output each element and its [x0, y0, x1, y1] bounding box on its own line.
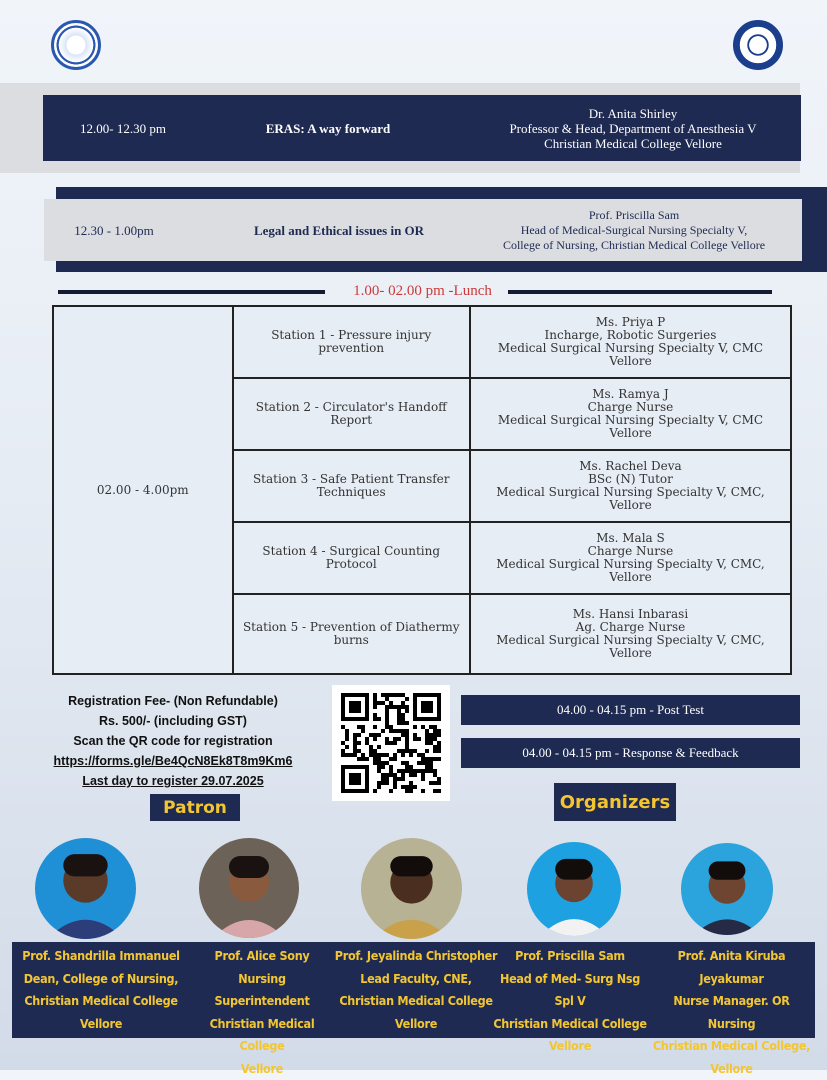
person-institution: Christian Medical College — [492, 1013, 648, 1036]
person-name: Prof. Jeyalinda Christopher — [334, 945, 498, 968]
person-name: Prof. Priscilla Sam — [492, 945, 648, 968]
speaker-name: Dr. Anita Shirley — [589, 106, 677, 121]
session-row-eras — [43, 95, 801, 161]
college-of-nursing-logo — [51, 20, 101, 70]
person-title: Nurse Manager. OR Nursing — [648, 990, 815, 1035]
person-name: Prof. Shandrilla Immanuel — [12, 945, 190, 968]
registration-amount: Rs. 500/- (including GST) — [25, 711, 321, 731]
station-facilitator — [470, 450, 791, 522]
session-time: 12.30 - 1.00pm — [44, 199, 184, 261]
person-institution: Christian Medical College — [334, 990, 498, 1013]
facilitator-dept: Medical Surgical Nursing Specialty V, CMC Vellore — [477, 414, 784, 440]
station-name: Station 5 - Prevention of Diathermy burns — [233, 594, 470, 674]
session-title: Legal and Ethical issues in OR — [214, 199, 464, 261]
person-title: Dean, College of Nursing, — [12, 968, 190, 991]
person-city: Vellore — [190, 1058, 334, 1080]
facilitator-dept: Medical Surgical Nursing Specialty V, CMC Vellore — [477, 342, 784, 368]
station-facilitator — [470, 594, 791, 674]
qr-code-icon — [341, 693, 441, 793]
facilitator-dept: Medical Surgical Nursing Specialty V, CMC, Vellore — [477, 486, 784, 512]
person-institution: Christian Medical College — [190, 1013, 334, 1058]
registration-info — [25, 691, 321, 791]
station-name: Station 3 - Safe Patient Transfer Techniques — [233, 450, 470, 522]
cmc-vellore-logo — [733, 20, 783, 70]
facilitator-dept: Medical Surgical Nursing Specialty V, CMC, Vellore — [477, 634, 784, 660]
person-institution: Christian Medical College, — [648, 1035, 815, 1058]
registration-qr-code[interactable] — [332, 685, 450, 801]
person-institution: Christian Medical College — [12, 990, 190, 1013]
station-name: Station 4 - Surgical Counting Protocol — [233, 522, 470, 594]
lunch-divider-left — [58, 290, 325, 294]
speaker-institution: Christian Medical College Vellore — [544, 136, 722, 151]
facilitator-role: Charge Nurse — [477, 545, 784, 558]
session-speaker — [484, 199, 784, 261]
facilitator-name: Ms. Rachel Deva — [477, 460, 784, 473]
person-city: Vellore — [334, 1013, 498, 1036]
registration-link[interactable]: https://forms.gle/Be4QcN8Ek8T8m9Km6 — [25, 751, 321, 771]
facilitator-name: Ms. Priya P — [477, 316, 784, 329]
station-facilitator — [470, 378, 791, 450]
station-facilitator — [470, 306, 791, 378]
speaker-institution: College of Nursing, Christian Medical College Vellore — [503, 238, 765, 253]
table-row — [53, 306, 791, 378]
person-title: Head of Med- Surg Nsg Spl V — [492, 968, 648, 1013]
avatar — [199, 838, 299, 938]
avatar — [681, 843, 773, 935]
person-city: Vellore — [492, 1035, 648, 1058]
person-city: Vellore — [648, 1058, 815, 1080]
facilitator-role: BSc (N) Tutor — [477, 473, 784, 486]
feedback-bar: 04.00 - 04.15 pm - Response & Feedback — [461, 738, 800, 768]
lunch-label: 1.00- 02.00 pm -Lunch — [340, 283, 505, 300]
facilitator-dept: Medical Surgical Nursing Specialty V, CMC, Vellore — [477, 558, 784, 584]
facilitator-role: Ag. Charge Nurse — [477, 621, 784, 634]
speaker-name: Prof. Priscilla Sam — [589, 208, 679, 223]
person-card — [492, 942, 648, 1038]
session-title: ERAS: A way forward — [203, 95, 453, 161]
station-name: Station 2 - Circulator's Handoff Report — [233, 378, 470, 450]
person-name: Prof. Anita Kiruba Jeyakumar — [648, 945, 815, 990]
person-card — [12, 942, 190, 1038]
avatar — [361, 838, 462, 939]
session-time: 12.00- 12.30 pm — [43, 95, 203, 161]
facilitator-name: Ms. Mala S — [477, 532, 784, 545]
person-city: Vellore — [12, 1013, 190, 1036]
speaker-role: Professor & Head, Department of Anesthesia V — [509, 121, 756, 136]
registration-fee: Registration Fee- (Non Refundable) — [25, 691, 321, 711]
lunch-divider-right — [508, 290, 772, 294]
station-facilitator — [470, 522, 791, 594]
post-test-bar: 04.00 - 04.15 pm - Post Test — [461, 695, 800, 725]
person-title: Lead Faculty, CNE, — [334, 968, 498, 991]
person-title: Nursing Superintendent — [190, 968, 334, 1013]
facilitator-role: Charge Nurse — [477, 401, 784, 414]
person-card — [648, 942, 815, 1038]
registration-deadline: Last day to register 29.07.2025 — [25, 771, 321, 791]
facilitator-name: Ms. Ramya J — [477, 388, 784, 401]
stations-time: 02.00 - 4.00pm — [53, 306, 233, 674]
person-card — [334, 942, 498, 1038]
people-banner — [12, 942, 815, 1038]
station-name: Station 1 - Pressure injury prevention — [233, 306, 470, 378]
person-name: Prof. Alice Sony — [190, 945, 334, 968]
registration-scan-note: Scan the QR code for registration — [25, 731, 321, 751]
speaker-role: Head of Medical-Surgical Nursing Specialty V, — [521, 223, 748, 238]
avatar — [527, 842, 621, 936]
session-row-legal — [44, 199, 802, 261]
avatar — [35, 838, 136, 939]
patron-label: Patron — [150, 794, 240, 821]
person-card — [190, 942, 334, 1038]
session-speaker — [483, 95, 783, 161]
facilitator-name: Ms. Hansi Inbarasi — [477, 608, 784, 621]
facilitator-role: Incharge, Robotic Surgeries — [477, 329, 784, 342]
organizers-label: Organizers — [554, 783, 676, 821]
stations-table — [52, 305, 792, 675]
